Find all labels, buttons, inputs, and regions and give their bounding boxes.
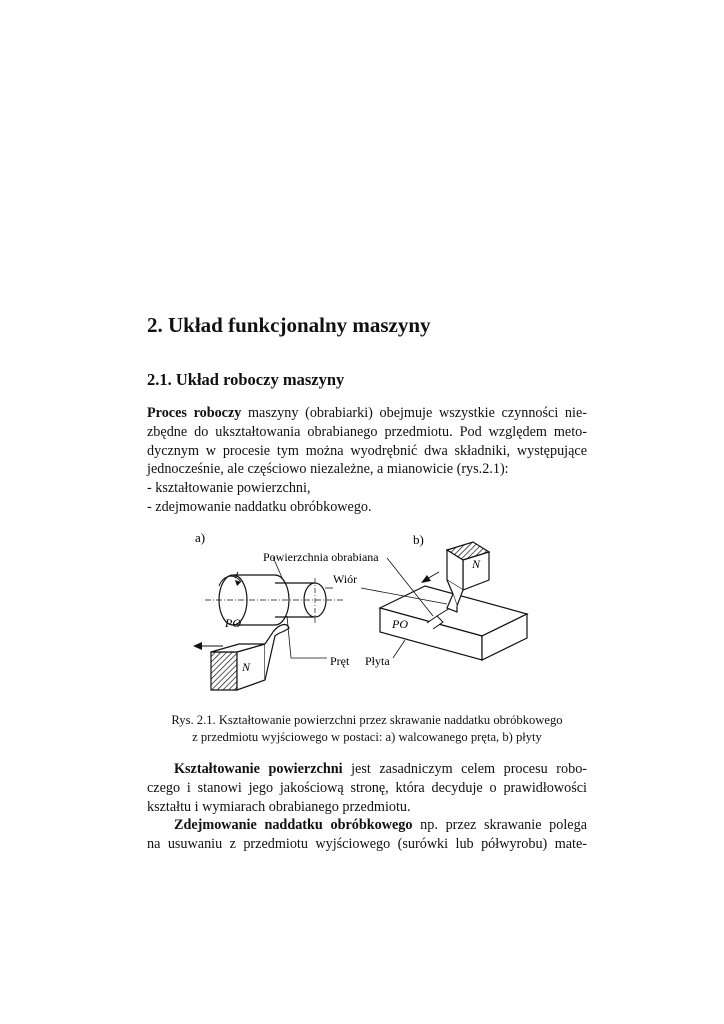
po-b-label: PO (392, 617, 408, 631)
tool-a (211, 625, 289, 690)
intro-line-1-text: maszyny (obrabiarki) obejmuje wszystkie czynności nie- (241, 405, 587, 421)
para3-bold: Zdejmowanie naddatku obróbkowego (174, 817, 413, 833)
figure-drawing (175, 528, 555, 703)
po-a-label: PO (225, 616, 241, 630)
intro-line-3: dycznym w procesie tym można wyodrębnić dwa składniki, występujące (147, 442, 587, 459)
caption-line-1: Rys. 2.1. Kształtowanie powierzchni przez skrawanie naddatku obróbkowego (171, 713, 563, 727)
intro-line-2: zbędne do ukształtowania obrabianego przedmiotu. Pod względem meto- (147, 423, 587, 440)
plate-leader (393, 640, 405, 658)
paragraph-surface-shaping (147, 760, 587, 816)
para2-line-3: kształtu i wymiarach obrabianego przedmiotu. (147, 798, 411, 815)
surface-label: Powierzchnia obrabiana (263, 550, 379, 564)
figure-2-1 (175, 528, 555, 703)
para3-line-2: na usuwaniu z przedmiotu wyjściowego (surówki lub półwyrobu) mate- (147, 835, 587, 852)
rod-leader-tip (287, 616, 291, 658)
intro-line-4: jednocześnie, ale częściowo niezależne, a mianowicie (rys.2.1): (147, 461, 509, 478)
chip-label: Wiór (333, 572, 358, 586)
rod-label: Pręt (330, 654, 350, 668)
paragraph-allowance-removal (147, 816, 587, 854)
chapter-title: 2. Układ funkcjonalny maszyny (147, 313, 431, 337)
para2-bold: Kształtowanie powierzchni (174, 761, 343, 777)
n-b-label: N (472, 557, 481, 571)
feed-arrow-a (193, 642, 223, 650)
n-a-label: N (242, 660, 251, 674)
plate-label: Płyta (365, 654, 390, 668)
para3-line-1-text: np. przez skrawanie polega (412, 817, 587, 833)
section-title: 2.1. Układ roboczy maszyny (147, 370, 345, 389)
list-item-allowance: - zdejmowanie naddatku obróbkowego. (147, 498, 372, 515)
intro-lead-bold: Proces roboczy (147, 405, 242, 421)
label-b: b) (413, 532, 424, 547)
intro-line-1 (147, 404, 587, 423)
figure-caption (147, 712, 587, 745)
para2-line-1 (147, 760, 587, 779)
para2-line-2: czego i stanowi jego jakościową stronę, która decyduje o prawidłowości (147, 779, 587, 796)
feed-arrow-b (421, 572, 439, 583)
intro-paragraph (147, 404, 587, 517)
para2-line-1-text: jest zasadniczym celem procesu robo- (342, 761, 587, 777)
caption-line-2: z przedmiotu wyjściowego w postaci: a) walcowanego pręta, b) płyty (192, 729, 542, 744)
label-a: a) (195, 530, 206, 545)
para3-line-1 (147, 816, 587, 835)
list-item-surface: - kształtowanie powierzchni, (147, 480, 311, 497)
